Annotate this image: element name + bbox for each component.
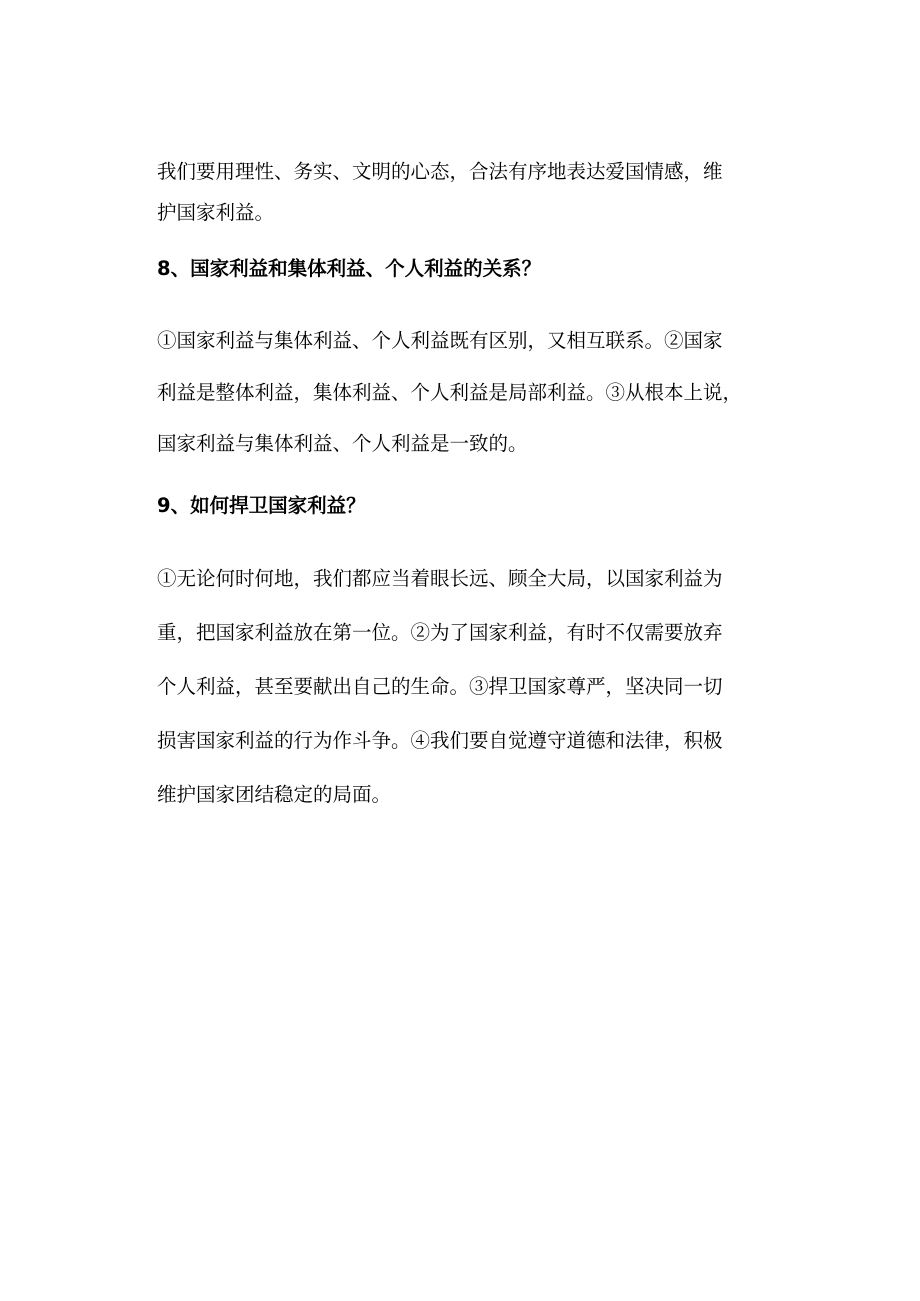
- paragraph-line: ①国家利益与集体利益、个人利益既有区别，又相互联系。②国家: [157, 329, 723, 352]
- paragraph-line: ①无论何时何地，我们都应当着眼长远、顾全大局，以国家利益为: [157, 567, 723, 590]
- paragraph-line: 个人利益，甚至要献出自己的生命。③捍卫国家尊严，坚决同一切: [157, 675, 723, 698]
- paragraph-line: 国家利益与集体利益、个人利益是一致的。: [157, 432, 528, 455]
- paragraph-line: 重，把国家利益放在第一位。②为了国家利益，有时不仅需要放弃: [157, 621, 723, 644]
- paragraph-line: 损害国家利益的行为作斗争。④我们要自觉遵守道德和法律，积极: [157, 729, 723, 752]
- section-heading-9: 9、如何捍卫国家利益？: [157, 494, 366, 517]
- paragraph-line: 维护国家团结稳定的局面。: [157, 783, 392, 806]
- paragraph-line: 我们要用理性、务实、文明的心态，合法有序地表达爱国情感，维: [157, 160, 723, 183]
- paragraph-line: 利益是整体利益，集体利益、个人利益是局部利益。③从根本上说，: [157, 381, 743, 404]
- paragraph-line: 护国家利益。: [157, 201, 275, 224]
- section-heading-8: 8、国家利益和集体利益、个人利益的关系？: [157, 257, 542, 280]
